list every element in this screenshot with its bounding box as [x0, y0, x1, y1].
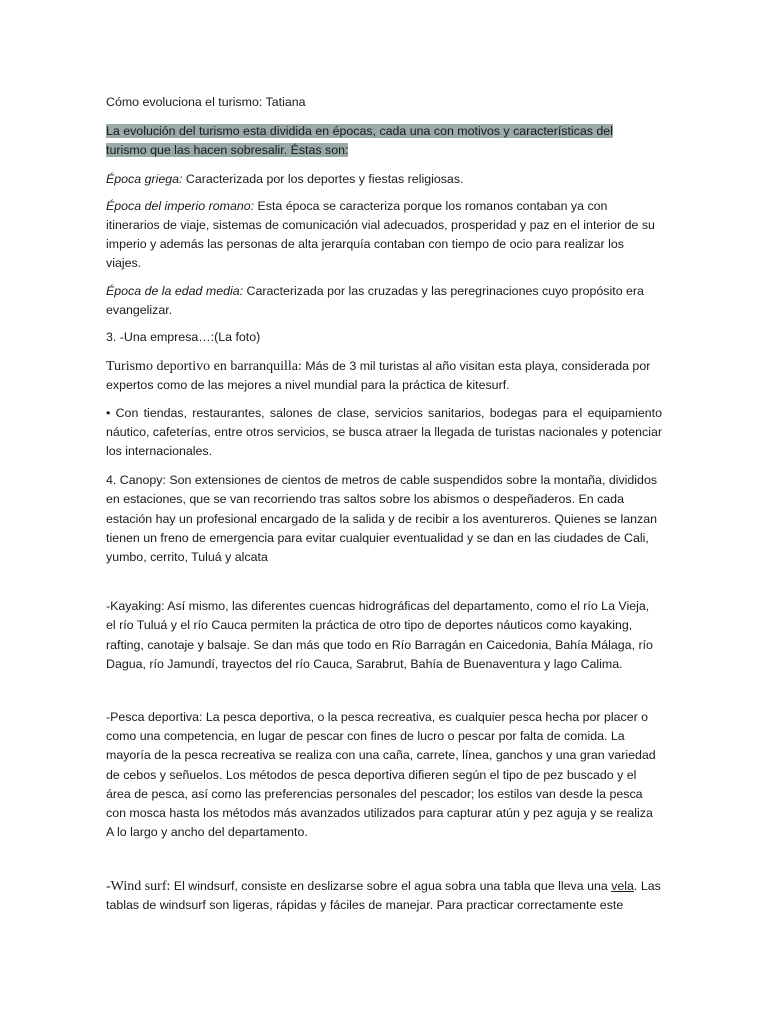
pesca-paragraph: -Pesca deportiva: La pesca deportiva, o la pesca recreativa, es cualquier pesca hecha por placer o como una competencia, en lugar de pescar con fines de lucro o pescar por falta de comida. La mayoría de la pesca recreativa se realiza con una caña, carrete, línea, ganchos y una gran variedad de cebos y señuelos. Los métodos de pesca deportiva difieren según el tipo de pez buscado y el área de pesca, así como las preferencias personales del pescador; los estilos van desde la pesca con mosca hasta los métodos más avanzados utilizados para capturar atún y pez aguja y se realiza A lo largo y ancho del departamento. [106, 710, 656, 840]
bullet-paragraph: • Con tiendas, restaurantes, salones de clase, servicios sanitarios, bodegas para el equipamiento náutico, cafeterías, entre otros servicios, se busca atraer la llegada de turistas nacionales y potenciar los internacionales. [106, 405, 662, 459]
windsurf-paragraph [106, 877, 662, 915]
turismo-text: Más de 3 mil turistas al año visitan esta playa, considerada por expertos como de las mejores a nivel mundial para la práctica de kitesurf. [106, 359, 651, 393]
epoca-romano-paragraph [106, 197, 662, 274]
epoca-media-label: Época de la edad media: [106, 283, 244, 298]
canopy-paragraph: 4. Canopy: Son extensiones de cientos de metros de cable suspendidos sobre la montaña, divididos en estaciones, que se van recorriendo tras saltos sobre los abismos o despeñaderos. En cada estación hay un profesional encargado de la salida y de recibir a los aventureros. Quienes se lanzan tienen un freno de emergencia para evitar cualquier eventualidad y se dan en las ciudades de Cali, yumbo, cerrito, Tuluá y alcata [106, 473, 658, 565]
vela-link[interactable]: vela [611, 878, 634, 893]
windsurf-text-a: El windsurf, consiste en deslizarse sobre el agua sobra una tabla que lleva una [170, 878, 612, 893]
intro-highlight-line-1: La evolución del turismo esta dividida en épocas, cada una con motivos y características del [106, 124, 613, 139]
windsurf-label: -Wind surf: [106, 878, 171, 894]
epoca-griega-paragraph [106, 170, 662, 189]
epoca-griega-label: Época griega: [106, 171, 183, 186]
kayaking-paragraph: -Kayaking: Así mismo, las diferentes cuencas hidrográficas del departamento, como el río La Vieja, el río Tuluá y el río Cauca permiten la práctica de otro tipo de deportes náuticos como kayaking, rafting, canotaje y balsaje. Se dan más que todo en Río Barragán en Caicedonia, Bahía Málaga, río Dagua, río Jamundí, trayectos del río Cauca, Sarabrut, Bahía de Buenaventura y lago Calima. [106, 599, 653, 671]
turismo-label: Turismo deportivo en barranquilla: [106, 359, 302, 375]
intro-highlight-line-2: turismo que las hacen sobresalir. Éstas son: [106, 143, 349, 158]
document-title: Cómo evoluciona el turismo: Tatiana [106, 95, 306, 109]
epoca-romano-label: Época del imperio romano: [106, 198, 255, 213]
intro-paragraph [106, 122, 662, 160]
epoca-media-paragraph [106, 282, 662, 320]
windsurf-text-b: . Las tablas de windsurf son ligeras, rápidas y fáciles de manejar. Para practicar correctamente este [106, 878, 661, 912]
epoca-griega-text: Caracterizada por los deportes y fiestas religiosas. [182, 171, 464, 186]
epoca-media-text: Caracterizada por las cruzadas y las peregrinaciones cuyo propósito era evangelizar. [106, 283, 644, 317]
epoca-romano-text: Esta época se caracteriza porque los romanos contaban ya con itinerarios de viaje, sistemas de comunicación vial adecuados, prosperidad y paz en el interior de su imperio y además las personas de alta jerarquía contaban con tiempo de ocio para realizar los viajes. [106, 198, 655, 271]
empresa-heading: 3. -Una empresa…:(La foto) [106, 330, 261, 345]
turismo-paragraph [106, 357, 662, 395]
document-body [106, 93, 662, 915]
